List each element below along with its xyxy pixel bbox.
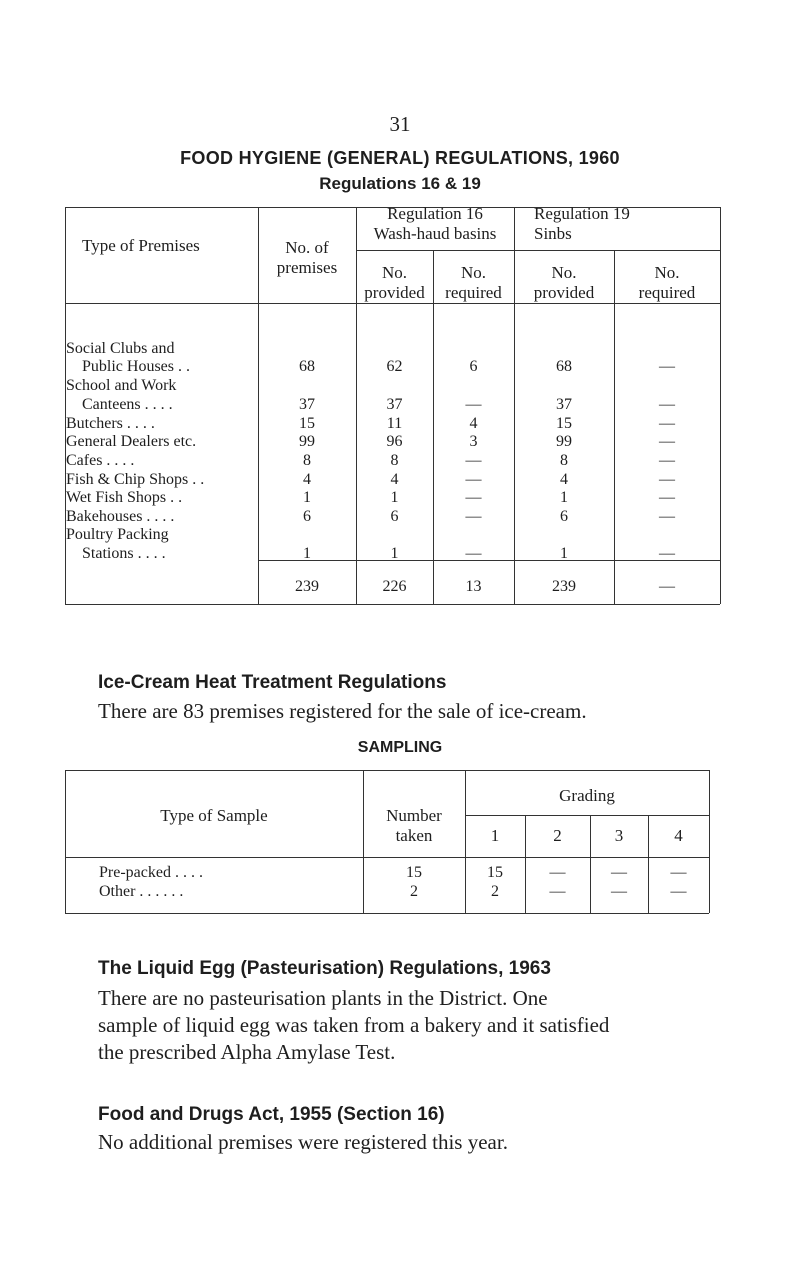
sample-number: 15 [406, 864, 422, 881]
sample-grade-1: 15 [487, 864, 503, 881]
liquid-egg-heading: The Liquid Egg (Pasteurisation) Regulations, 1963 [98, 958, 551, 979]
cell-r19-provided: 37 [556, 396, 572, 413]
sample-grade-1: 2 [491, 883, 499, 900]
header-r16-provided: provided [364, 283, 425, 302]
cell-r19-provided: 8 [560, 452, 568, 469]
header-type-of-sample: Type of Sample [160, 806, 268, 825]
cell-r16-required: — [465, 396, 482, 413]
row-label: Public Houses . . [82, 358, 190, 375]
header-type-of-premises: Type of Premises [82, 236, 200, 255]
header-regulation-19: Sinbs [534, 224, 572, 243]
cell-r16-required: 4 [469, 415, 478, 432]
header-r19-provided: No. [551, 263, 577, 282]
cell-r19-required: — [659, 545, 675, 562]
cell-premises: 6 [303, 508, 311, 525]
cell-premises: 37 [299, 396, 315, 413]
liquid-egg-line: There are no pasteurisation plants in the District. One [98, 986, 548, 1010]
table-rule [709, 770, 710, 913]
cell-r16-provided: 1 [390, 545, 399, 562]
header-no-of-premises: premises [276, 258, 338, 277]
table-rule [65, 770, 709, 771]
cell-r16-required: 3 [469, 433, 478, 450]
liquid-egg-line: sample of liquid egg was taken from a bakery and it satisfied [98, 1013, 610, 1037]
cell-premises: 4 [303, 471, 311, 488]
cell-r16-provided: 37 [386, 396, 403, 413]
cell-r19-required: — [659, 489, 675, 506]
row-label: Butchers . . . . [66, 415, 155, 432]
cell-r19-provided: 99 [556, 433, 572, 450]
cell-r16-required: 6 [469, 358, 478, 375]
page-subtitle: Regulations 16 & 19 [319, 174, 481, 193]
header-grade-1: 1 [490, 826, 500, 845]
header-grade-3: 3 [614, 826, 624, 845]
header-r19-provided: provided [533, 283, 595, 302]
sample-type: Other . . . . . . [99, 883, 184, 900]
sample-type: Pre-packed . . . . [99, 864, 203, 881]
cell-r19-required: — [659, 452, 675, 469]
page-number: 31 [389, 112, 411, 136]
header-regulation-16: Regulation 16 [387, 204, 483, 223]
header-r19-required: No. [654, 263, 680, 282]
sample-grade-2: — [549, 883, 566, 900]
cell-r16-provided: 8 [390, 452, 399, 469]
cell-r16-required: — [465, 489, 482, 506]
cell-r19-provided: 1 [560, 489, 568, 506]
cell-r16-required: — [465, 471, 482, 488]
cell-premises: 68 [299, 358, 315, 375]
cell-r19-required: — [659, 433, 675, 450]
cell-r16-required: — [465, 452, 482, 469]
cell-r19-provided: 68 [556, 358, 572, 375]
row-label: Wet Fish Shops . . [66, 489, 183, 506]
sample-grade-4: — [670, 864, 687, 881]
row-label: Fish & Chip Shops . . [66, 471, 205, 488]
table-rule [356, 250, 720, 251]
cell-r19-provided: 4 [560, 471, 568, 488]
row-label: Stations . . . . [82, 545, 166, 562]
header-r16-required: No. [460, 263, 487, 282]
cell-r19-required: — [659, 415, 675, 432]
sample-grade-4: — [670, 883, 687, 900]
total-r16-provided: 226 [382, 578, 407, 595]
header-grading: Grading [559, 786, 615, 805]
cell-r19-required: — [659, 358, 675, 375]
table-rule [65, 303, 720, 304]
table-rule [465, 815, 709, 816]
cell-r16-provided: 1 [390, 489, 399, 506]
liquid-egg-line: the prescribed Alpha Amylase Test. [98, 1040, 396, 1064]
row-label: General Dealers etc. [66, 433, 197, 450]
header-r16-provided: No. [381, 263, 408, 282]
cell-r16-provided: 11 [386, 415, 403, 432]
table-rule [65, 604, 720, 605]
table-rule [65, 207, 66, 604]
table-rule [720, 207, 721, 604]
header-regulation-19: Regulation 19 [534, 204, 630, 223]
food-drugs-heading: Food and Drugs Act, 1955 (Section 16) [98, 1104, 445, 1125]
cell-r19-required: — [659, 508, 675, 525]
cell-premises: 1 [303, 545, 311, 562]
cell-r16-provided: 6 [390, 508, 399, 525]
row-label: School and Work [66, 377, 177, 394]
cell-r16-provided: 96 [386, 433, 403, 450]
row-label: Canteens . . . . [82, 396, 173, 413]
food-drugs-text: No additional premises were registered this year. [98, 1130, 508, 1154]
total-r19-required: — [659, 578, 675, 595]
sample-grade-3: — [611, 864, 627, 881]
header-grade-4: 4 [674, 826, 683, 845]
cell-premises: 8 [303, 452, 311, 469]
row-label: Social Clubs and [66, 340, 175, 357]
sample-number: 2 [410, 883, 418, 900]
header-grade-2: 2 [553, 826, 562, 845]
total-premises: 239 [295, 578, 319, 595]
sampling-heading: SAMPLING [357, 739, 443, 756]
ice-cream-heading: Ice-Cream Heat Treatment Regulations [98, 672, 447, 693]
cell-r19-provided: 1 [560, 545, 568, 562]
cell-r19-required: — [659, 396, 675, 413]
table-rule [65, 913, 709, 914]
header-number-taken: Number [386, 806, 442, 825]
cell-premises: 99 [299, 433, 315, 450]
header-regulation-16: Wash-haud basins [373, 224, 497, 243]
cell-r16-required: — [465, 508, 482, 525]
sample-grade-2: — [549, 864, 566, 881]
header-number-taken: taken [395, 826, 433, 845]
table-rule [65, 857, 709, 858]
cell-r16-required: — [465, 545, 482, 562]
row-label: Cafes . . . . [66, 452, 135, 469]
total-r19-provided: 239 [552, 578, 576, 595]
cell-r19-provided: 15 [556, 415, 572, 432]
cell-premises: 1 [303, 489, 311, 506]
sample-grade-3: — [611, 883, 627, 900]
row-label: Bakehouses . . . . [66, 508, 175, 525]
cell-r19-provided: 6 [560, 508, 568, 525]
header-r19-required: required [638, 283, 696, 302]
cell-r19-required: — [659, 471, 675, 488]
cell-r16-provided: 62 [386, 358, 403, 375]
table-rule [65, 770, 66, 913]
page-title: FOOD HYGIENE (GENERAL) REGULATIONS, 1960 [180, 148, 620, 168]
row-label: Poultry Packing [66, 526, 169, 543]
total-r16-required: 13 [465, 578, 482, 595]
header-no-of-premises: No. of [285, 238, 329, 257]
cell-r16-provided: 4 [390, 471, 399, 488]
header-r16-required: required [445, 283, 502, 302]
cell-premises: 15 [299, 415, 315, 432]
ice-cream-text: There are 83 premises registered for the sale of ice-cream. [98, 699, 587, 723]
